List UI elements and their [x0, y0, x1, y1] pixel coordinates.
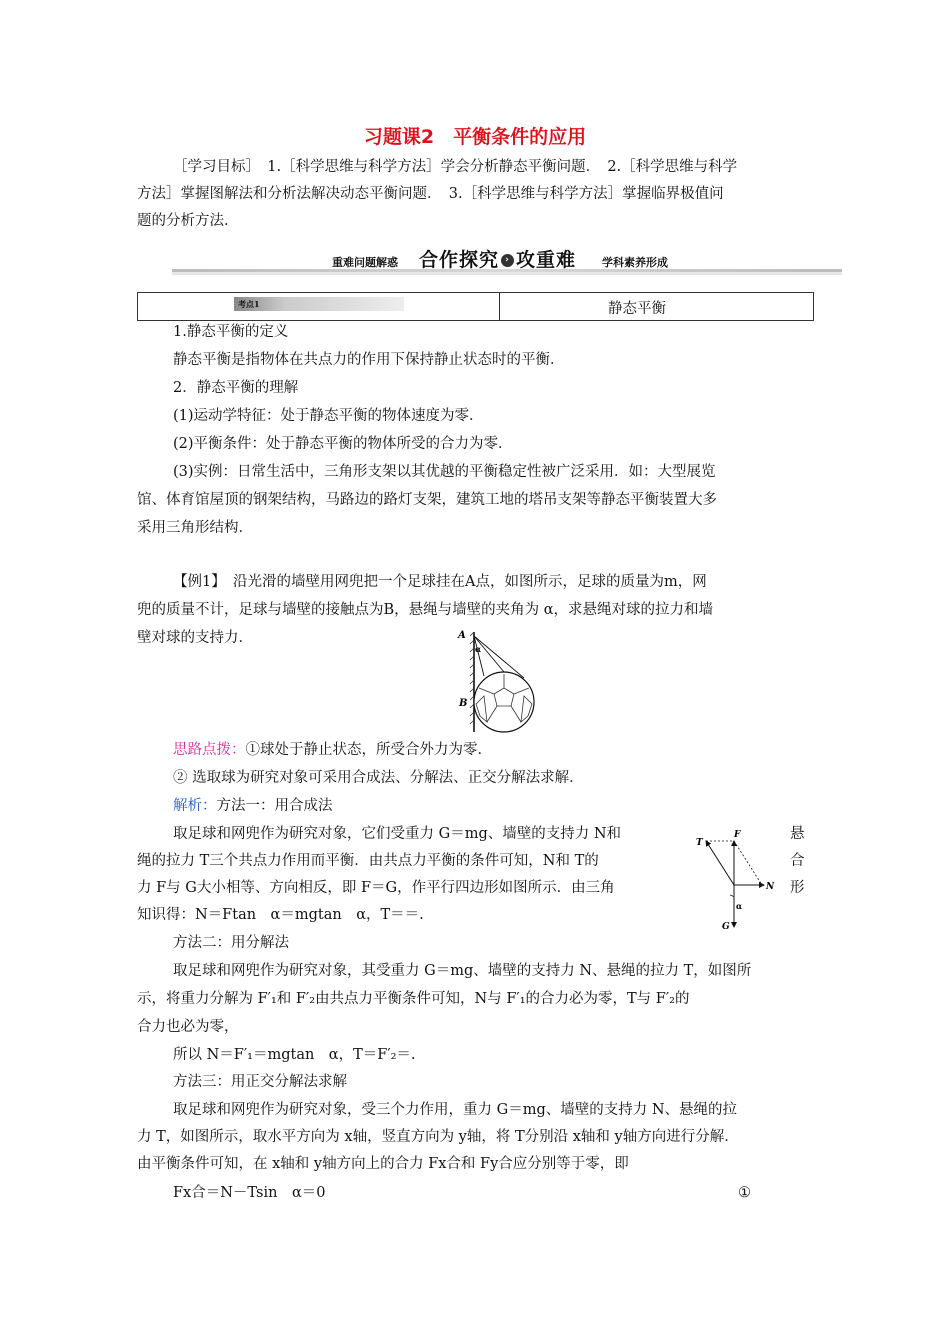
equation-1: Fx合＝N－Tsin α＝0: [173, 1185, 326, 1201]
banner-left-text: 重难问题解惑: [332, 256, 398, 269]
method1-line-3: 力 F与 G大小相等、方向相反，即 F＝G，作平行四边形如图所示．由三角: [137, 880, 615, 896]
method1-right-3: 形: [790, 880, 805, 896]
kaodian-box: [137, 292, 814, 321]
net-string-right: [474, 636, 524, 678]
kaodian-divider: [499, 293, 500, 320]
force-n-label: N: [766, 882, 775, 892]
section-banner: [172, 244, 842, 280]
method3-line-1: 取足球和网兜作为研究对象，受三个力作用，重力 G＝mg、墙壁的支持力 N、悬绳的拉: [173, 1102, 738, 1118]
example-line-1: 【例1】 沿光滑的墙壁用网兜把一个足球挂在A点，如图所示，足球的质量为m，网: [173, 574, 707, 590]
item-3-line-3: 采用三角形结构．: [137, 520, 253, 536]
point-b-label: B: [459, 698, 468, 709]
method1-right-2: 合: [790, 853, 805, 869]
kaodian-tag: 考点1: [234, 297, 404, 311]
force-g-label: G: [722, 922, 730, 932]
banner-right-text: 学科素养形成: [602, 256, 668, 269]
method2-line-4: 所以 N＝F′₁＝mgtan α，T＝F′₂＝.: [173, 1047, 416, 1063]
method1-line-1: 取足球和网兜作为研究对象，它们受重力 G＝mg、墙壁的支持力 N和: [173, 826, 622, 842]
hint-text-1: ①球处于静止状态，所受合外力为零．: [245, 742, 492, 758]
method1-title: 方法一：用合成法: [216, 798, 333, 814]
hint-label: 思路点拨：: [173, 742, 246, 758]
sec1-heading: 1.静态平衡的定义: [173, 324, 289, 340]
method2-title: 方法二：用分解法: [173, 935, 289, 951]
example-line-3: 壁对球的支持力．: [137, 630, 253, 646]
method2-line-1: 取足球和网兜作为研究对象，其受重力 G＝mg、墙壁的支持力 N、悬绳的拉力 T，如图所: [173, 963, 752, 979]
kaodian-label: 静态平衡: [608, 301, 666, 317]
banner-main-a: 合作探究: [419, 249, 500, 271]
analysis-label: 解析：: [173, 798, 217, 814]
ball-on-wall-figure: [454, 628, 554, 736]
force-t-arrow: [706, 841, 734, 885]
equation-1-number: ①: [738, 1185, 751, 1201]
method3-title: 方法三：用正交分解法求解: [173, 1074, 347, 1090]
method3-line-3: 由平衡条件可知，在 x轴和 y轴方向上的合力 Fx合和 Fy合应分别等于零，即: [137, 1156, 629, 1172]
item-1: (1)运动学特征：处于静态平衡的物体速度为零．: [173, 408, 484, 424]
force-t-label: T: [696, 838, 703, 848]
objectives-line-2: 方法］掌握图解法和分析法解决动态平衡问题． 3.［科学思维与科学方法］掌握临界极值问: [137, 186, 724, 202]
item-3-line-1: (3)实例：日常生活中，三角形支架以其优越的平衡稳定性被广泛采用．如：大型展览: [173, 464, 716, 480]
method1-line-2: 绳的拉力 T三个共点力作用而平衡．由共点力平衡的条件可知，N和 T的: [137, 853, 599, 869]
sec1-body: 静态平衡是指物体在共点力的作用下保持静止状态时的平衡．: [173, 352, 565, 368]
banner-rule-shadow: [172, 272, 842, 275]
method1-right-1: 悬: [790, 826, 805, 842]
banner-main-b: 攻重难: [516, 249, 577, 271]
hint-line-2: ② 选取球为研究对象可采用合成法、分解法、正交分解法求解．: [173, 770, 584, 786]
chevron-right-icon: ›: [501, 254, 514, 267]
sec2-heading: 2．静态平衡的理解: [173, 380, 299, 396]
parallelogram-side: [734, 841, 762, 885]
force-diagram-figure: [690, 825, 780, 935]
banner-main-text: [419, 245, 576, 272]
analysis-line: [173, 796, 333, 816]
item-2: (2)平衡条件：处于静态平衡的物体所受的合力为零．: [173, 436, 513, 452]
method2-line-3: 合力也必为零，: [137, 1019, 239, 1035]
page-title: 习题课2 平衡条件的应用: [363, 126, 587, 148]
angle-arc: [730, 895, 734, 897]
method1-line-4: 知识得：N＝Ftan α＝mgtan α，T＝＝.: [137, 907, 424, 923]
angle-alpha-label: α: [475, 644, 482, 654]
item-3-line-2: 馆、体育馆屋顶的钢架结构，马路边的路灯支架，建筑工地的塔吊支架等静态平衡装置大多: [137, 492, 717, 508]
point-a-label: A: [458, 630, 466, 641]
objectives-line-3: 题的分析方法．: [137, 213, 239, 229]
method3-line-2: 力 T，如图所示，取水平方向为 x轴，竖直方向为 y轴，将 T分别沿 x轴和 y轴方向进行分解．: [137, 1129, 739, 1145]
hint-line-1: [173, 740, 492, 760]
method2-line-2: 示，将重力分解为 F′₁和 F′₂由共点力平衡条件可知，N与 F′₁的合力必为零，T与 F′₂的: [137, 991, 690, 1007]
force-alpha-label: α: [736, 901, 743, 911]
example-line-2: 兜的质量不计，足球与墙壁的接触点为B，悬绳与墙壁的夹角为 α，求悬绳对球的拉力和墙: [137, 602, 714, 618]
objectives-line-1: ［学习目标］ 1.［科学思维与科学方法］学会分析静态平衡问题． 2.［科学思维与科学: [173, 159, 738, 175]
force-f-label: F: [734, 830, 741, 840]
